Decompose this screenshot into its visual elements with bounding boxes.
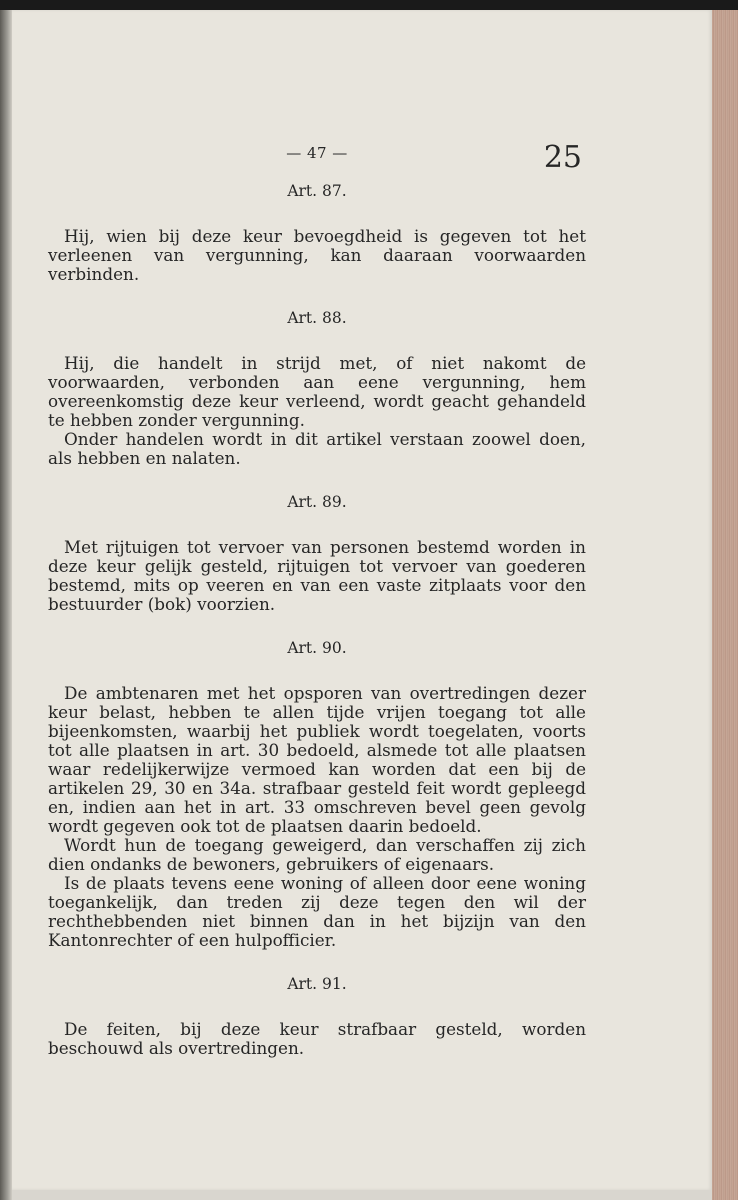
article-heading: Art. 91.	[287, 975, 347, 993]
page-number: — 47 —	[286, 144, 348, 162]
article-paragraph: Hij, die handelt in strijd met, of niet nakomt de voorwaarden, verbonden aan eene vergunning, hem overeenkomstig deze keur verleend, wordt geacht gehandeld te hebben zonder vergunning.	[48, 353, 586, 430]
article-heading: Art. 88.	[287, 309, 347, 327]
article-89	[48, 493, 586, 614]
page-edges	[712, 10, 738, 1200]
article-heading: Art. 87.	[287, 182, 347, 200]
article-paragraph: De ambtenaren met het opsporen van overtredingen dezer keur belast, hebben te allen tijde vrijen toegang tot alle bijeenkomsten, waarbij het publiek wordt toegelaten, voorts tot alle plaatsen in art. 30 bedoeld, alsmede tot alle plaatsen waar redelijkerwijze vermoed kan worden dat een bij de artikelen 29, 30 en 34a. strafbaar gesteld feit wordt gepleegd en, indien aan het in art. 33 omschreven bevel geen gevolg wordt gegeven ook tot de plaatsen daarin bedoeld.	[48, 683, 586, 836]
article-paragraph: De feiten, bij deze keur strafbaar gesteld, worden beschouwd als overtredingen.	[48, 1019, 586, 1058]
article-heading: Art. 89.	[287, 493, 347, 511]
page-content	[48, 140, 586, 1083]
book-spine	[0, 10, 12, 1200]
sheet-number: 25	[543, 140, 582, 175]
article-paragraph: Hij, wien bij deze keur bevoegdheid is gegeven tot het verleenen van vergunning, kan daaraan voorwaarden verbinden.	[48, 226, 586, 284]
page-header	[48, 140, 586, 176]
article-88	[48, 309, 586, 468]
scan-top-border	[0, 0, 738, 10]
article-paragraph: Met rijtuigen tot vervoer van personen bestemd worden in deze keur gelijk gesteld, rijtuigen tot vervoer van goederen bestemd, mits op veeren en van een vaste zitplaats voor den bestuurder (bok) voorzien.	[48, 537, 586, 614]
article-paragraph: Is de plaats tevens eene woning of alleen door eene woning toegankelijk, dan treden zij deze tegen den wil der rechthebbenden niet binnen dan in het bijzijn van den Kantonrechter of een hulpofficier.	[48, 873, 586, 950]
article-87	[48, 182, 586, 284]
article-paragraph: Onder handelen wordt in dit artikel verstaan zoowel doen, als hebben en nalaten.	[48, 429, 586, 468]
article-91	[48, 975, 586, 1058]
article-paragraph: Wordt hun de toegang geweigerd, dan verschaffen zij zich dien ondanks de bewoners, gebruikers of eigenaars.	[48, 835, 586, 874]
article-90	[48, 639, 586, 950]
article-heading: Art. 90.	[287, 639, 347, 657]
